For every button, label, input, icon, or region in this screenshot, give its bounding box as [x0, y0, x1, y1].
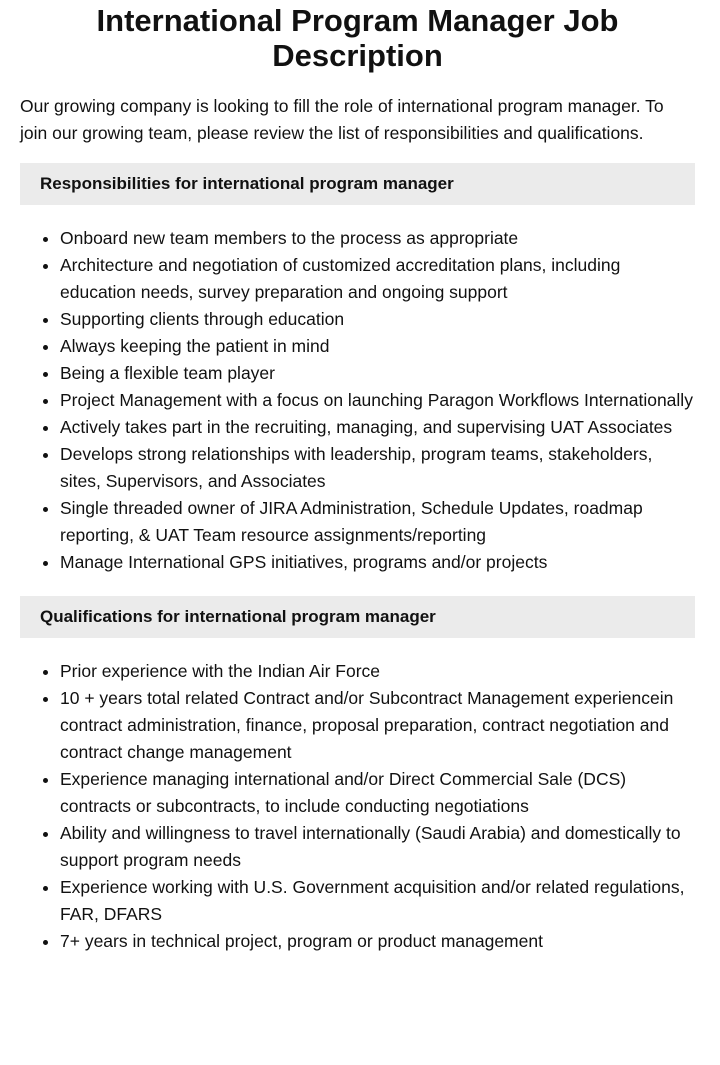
qualifications-list	[20, 658, 695, 955]
responsibilities-list	[20, 225, 695, 576]
list-item: • 10 + years total related Contract and/or Subcontract Management experiencein contract administration, finance, proposal preparation, contract negotiation and contract change management	[60, 685, 695, 766]
list-item: • Experience managing international and/or Direct Commercial Sale (DCS) contracts or subcontracts, to include conducting negotiations	[60, 766, 695, 820]
list-item: • Prior experience with the Indian Air Force	[60, 658, 695, 685]
list-item: • Ability and willingness to travel internationally (Saudi Arabia) and domestically to support program needs	[60, 820, 695, 874]
list-item: • Always keeping the patient in mind	[60, 333, 695, 360]
page-title: International Program Manager Job Description	[96, 3, 619, 73]
list-item: • Experience working with U.S. Government acquisition and/or related regulations, FAR, DFARS	[60, 874, 695, 928]
qualifications-heading: Qualifications for international program manager	[20, 596, 695, 638]
list-item: • Actively takes part in the recruiting, managing, and supervising UAT Associates	[60, 414, 695, 441]
list-item: • Supporting clients through education	[60, 306, 695, 333]
list-item: • Being a flexible team player	[60, 360, 695, 387]
intro-paragraph: Our growing company is looking to fill the role of international program manager. To join our growing team, please review the list of responsibilities and qualifications.	[20, 96, 664, 143]
list-item: • Single threaded owner of JIRA Administration, Schedule Updates, roadmap reporting, & UAT Team resource assignments/reporting	[60, 495, 695, 549]
list-item: • Develops strong relationships with leadership, program teams, stakeholders, sites, Supervisors, and Associates	[60, 441, 695, 495]
list-item: • 7+ years in technical project, program or product management	[60, 928, 695, 955]
list-item: • Manage International GPS initiatives, programs and/or projects	[60, 549, 695, 576]
responsibilities-heading: Responsibilities for international program manager	[20, 163, 695, 205]
list-item: • Project Management with a focus on launching Paragon Workflows Internationally	[60, 387, 695, 414]
list-item: • Architecture and negotiation of customized accreditation plans, including education needs, survey preparation and ongoing support	[60, 252, 695, 306]
list-item: • Onboard new team members to the process as appropriate	[60, 225, 695, 252]
